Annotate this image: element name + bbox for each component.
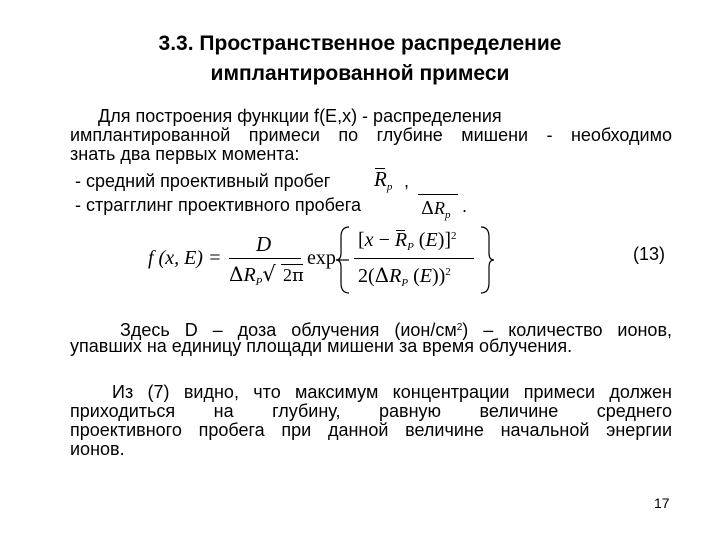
slide-title-line-2: имплантированной примеси bbox=[210, 62, 510, 85]
intro-line-2: имплантированной примеси по глубине мишени - необходимо bbox=[70, 125, 672, 145]
symbol-straggling: $\Delta R_p$ bbox=[421, 198, 451, 221]
intro-line-3: знать два первых момента: bbox=[70, 144, 300, 164]
bullet-2-period: . bbox=[462, 196, 468, 216]
formula-inner-denominator: $2(\Delta R_P$ (E))$^2$ bbox=[358, 263, 451, 289]
bullet-1-comma: , bbox=[404, 171, 410, 191]
formula-fraction-bar bbox=[229, 258, 301, 259]
bullet-straggling: - страгглинг проективного пробега bbox=[75, 195, 361, 215]
page-number: 17 bbox=[654, 495, 670, 511]
para2-line-2: приходиться на глубину, равную величине среднего bbox=[70, 401, 672, 421]
formula-sqrt-arg: 2π bbox=[283, 265, 304, 286]
formula-inner-numerator: [$x - R_P$ (E)]$^2$ bbox=[358, 229, 457, 253]
para2-line-3: проективного пробега при данной величине начальной энергии bbox=[70, 420, 672, 440]
formula-number: (13) bbox=[633, 244, 666, 264]
formula-numerator-D: D bbox=[256, 232, 272, 256]
para1-line-2: упавших на единицу площади мишени за время облучения. bbox=[70, 336, 573, 356]
intro-line-1: Для построения функции f(E,x) - распределения bbox=[98, 106, 502, 126]
slide-title-line-1: 3.3. Пространственное распределение bbox=[158, 32, 562, 55]
para2-line-4: ионов. bbox=[70, 439, 125, 459]
para2-line-1: Из (7) видно, что максимум концентрации примеси должен bbox=[112, 382, 672, 402]
para1-line-1: Здесь D – доза облучения $(ион/см^2)$ – количество ионов, bbox=[120, 320, 673, 340]
formula-exp: exp bbox=[307, 247, 336, 269]
formula-denominator: $\Delta R_P√$ bbox=[229, 262, 276, 288]
symbol-mean-range: $R_p$ bbox=[374, 167, 393, 193]
formula-lhs: f (x, E) = bbox=[148, 247, 222, 269]
bullet-mean-range: - средний проективный пробег bbox=[75, 171, 331, 191]
symbol-straggling-overline bbox=[418, 194, 458, 195]
formula-inner-fraction-bar bbox=[354, 258, 474, 259]
